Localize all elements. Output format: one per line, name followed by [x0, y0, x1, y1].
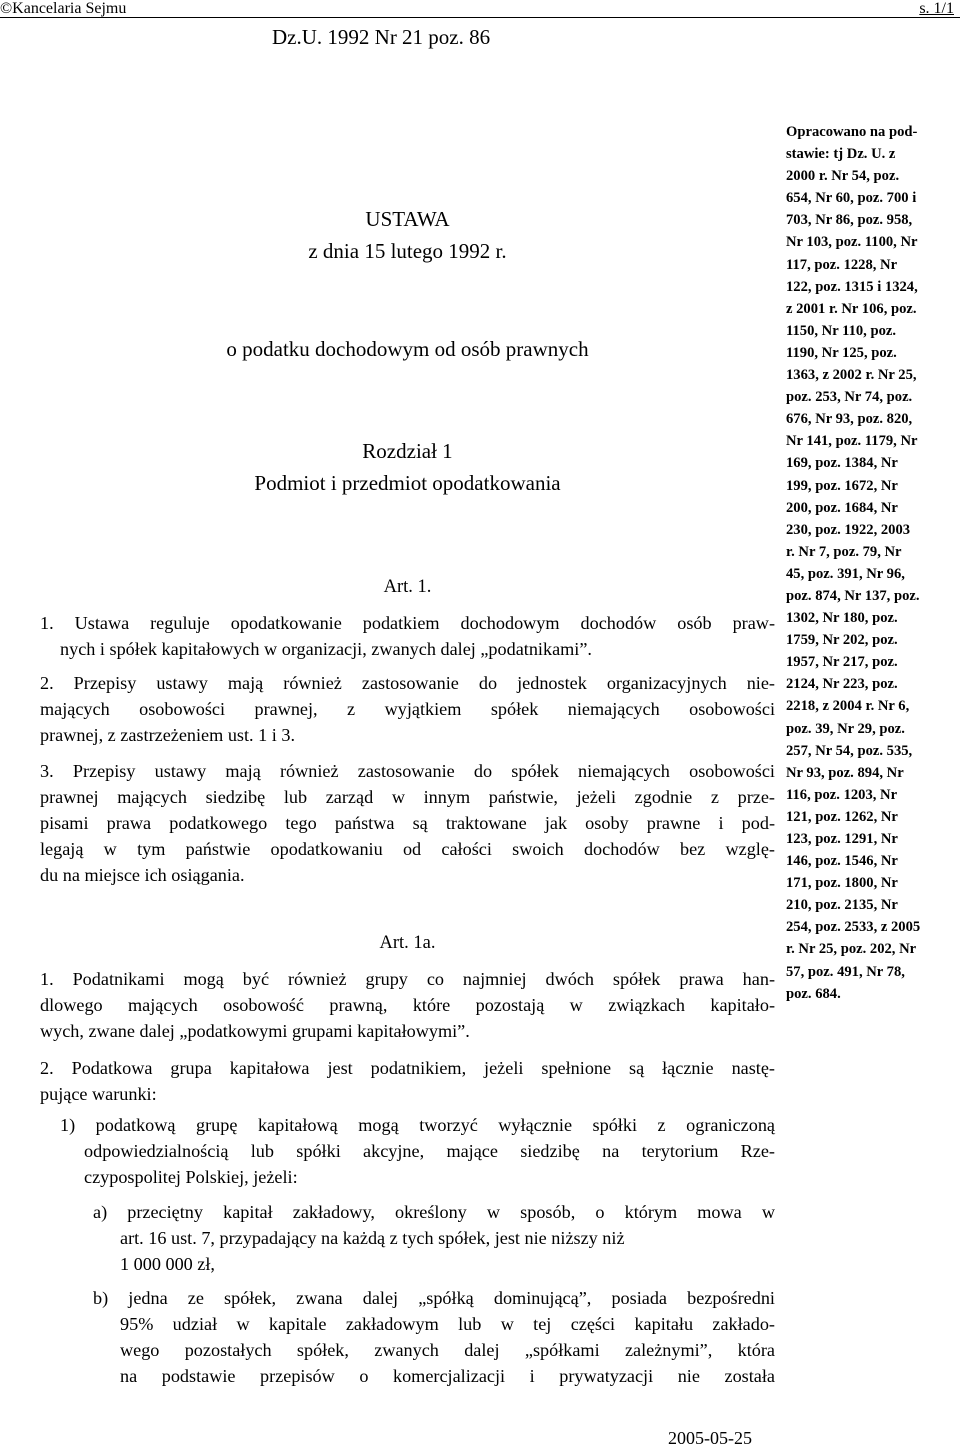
header-page-number: s. 1/1: [919, 0, 954, 17]
sidebar-line: 200, poz. 1684, Nr: [786, 499, 898, 516]
text-line: b) jedna ze spółek, zwana dalej „spółką dominującą”, posiada bezpośredni: [93, 1288, 775, 1308]
sidebar-line: stawie: tj Dz. U. z: [786, 146, 896, 163]
text-line: nych i spółek kapitałowych w organizacji, zwanych dalej „podatnikami”.: [60, 639, 592, 659]
text-line: odpowiedzialnością lub spółki akcyjne, mające siedzibę na terytorium Rze-: [84, 1141, 775, 1161]
text-line: 2. Podatkowa grupa kapitałowa jest podatnikiem, jeżeli spełnione są łącznie nastę-: [40, 1058, 775, 1078]
sidebar-line: 116, poz. 1203, Nr: [786, 786, 898, 803]
sidebar-line: 199, poz. 1672, Nr: [786, 477, 898, 494]
sidebar-line: 1150, Nr 110, poz.: [786, 322, 897, 339]
text-line: pujące warunki:: [40, 1084, 157, 1104]
sidebar-line: 1363, z 2002 r. Nr 25,: [786, 367, 917, 384]
sidebar-line: 1957, Nr 217, poz.: [786, 654, 898, 671]
text-line: pisami prawa podatkowego tego państwa są traktowane jak osoby prawne i pod-: [40, 813, 775, 833]
text-line: a) przeciętny kapitał zakładowy, określony w sposób, o którym mowa w: [93, 1202, 775, 1222]
sidebar-line: 57, poz. 491, Nr 78,: [786, 963, 905, 980]
sidebar-line: 2000 r. Nr 54, poz.: [786, 168, 900, 185]
sidebar-line: poz. 253, Nr 74, poz.: [786, 389, 913, 406]
text-line: 95% udział w kapitale zakładowym lub w tej części kapitału zakłado-: [120, 1314, 775, 1334]
text-line: legają w tym państwie opodatkowaniu od całości swoich dochodów bez wzglę-: [40, 839, 775, 859]
art1a-point-1: [60, 1112, 775, 1190]
art1a-point-1-letter-a: [93, 1199, 775, 1277]
sidebar-line: 123, poz. 1291, Nr: [786, 831, 898, 847]
art1-paragraph-1: [40, 610, 775, 662]
sidebar-line: poz. 684.: [786, 985, 841, 1002]
sidebar-line: r. Nr 25, poz. 202, Nr: [786, 941, 917, 958]
chapter-number: Rozdział 1: [362, 439, 453, 463]
sidebar-line: 45, poz. 391, Nr 96,: [786, 565, 905, 582]
sidebar-line: 171, poz. 1800, Nr: [786, 875, 898, 892]
header-divider: [0, 17, 960, 18]
sidebar-line: 210, poz. 2135, Nr: [786, 897, 898, 914]
sidebar-line: Nr 141, poz. 1179, Nr: [786, 433, 918, 450]
text-line: czypospolitej Polskiej, jeżeli:: [84, 1167, 298, 1187]
text-line: 1. Podatnikami mogą być również grupy co najmniej dwóch spółek prawa han-: [40, 969, 775, 989]
sidebar-line: 121, poz. 1262, Nr: [786, 808, 898, 825]
sidebar-line: poz. 874, Nr 137, poz.: [786, 587, 920, 604]
text-line: 2. Przepisy ustawy mają również zastosowanie do jednostek organizacyjnych nie-: [40, 673, 775, 693]
text-line: art. 16 ust. 7, przypadający na każdą z tych spółek, jest nie niższy niż: [120, 1228, 625, 1248]
sidebar-line: 146, poz. 1546, Nr: [786, 853, 898, 870]
art1-paragraph-3: [40, 758, 775, 888]
act-type: USTAWA: [365, 207, 450, 231]
sidebar-line: Opracowano na pod-: [786, 124, 918, 140]
text-line: na podstawie przepisów o komercjalizacji i prywatyzacji nie została: [120, 1366, 775, 1386]
footer-date: 2005-05-25: [668, 1428, 752, 1448]
sidebar-line: 257, Nr 54, poz. 535,: [786, 742, 913, 759]
sidebar-line: 254, poz. 2533, z 2005: [786, 919, 921, 936]
article-1a-heading: Art. 1a.: [379, 933, 436, 953]
header-copyright: ©Kancelaria Sejmu: [0, 0, 127, 17]
sidebar-line: Nr 103, poz. 1100, Nr: [786, 234, 918, 251]
sidebar-line: 2124, Nr 223, poz.: [786, 676, 898, 693]
act-subject: o podatku dochodowym od osób prawnych: [226, 337, 589, 361]
article-1-heading: Art. 1.: [383, 577, 432, 597]
sidebar-line: 1190, Nr 125, poz.: [786, 344, 897, 361]
text-line: 3. Przepisy ustawy mają również zastosowanie do spółek niemających osobowości: [40, 761, 775, 781]
document-citation: Dz.U. 1992 Nr 21 poz. 86: [272, 25, 491, 49]
sidebar-line: z 2001 r. Nr 106, poz.: [786, 300, 917, 317]
sidebar-line: 2218, z 2004 r. Nr 6,: [786, 698, 910, 715]
text-line: mających osobowości prawnej, z wyjątkiem spółek niemających osobowości: [40, 699, 775, 719]
art1a-point-1-letter-b: [93, 1285, 775, 1389]
sidebar-line: 122, poz. 1315 i 1324,: [786, 278, 918, 295]
act-date: z dnia 15 lutego 1992 r.: [308, 239, 507, 263]
text-line: prawnej mających siedzibę lub zarząd w innym państwie, jeżeli zgodnie z prze-: [40, 787, 775, 807]
art1a-paragraph-1: [40, 966, 775, 1044]
text-line: prawnej, z zastrzeżeniem ust. 1 i 3.: [40, 725, 296, 745]
text-line: du na miejsce ich osiągania.: [40, 865, 245, 885]
sidebar-line: 230, poz. 1922, 2003: [786, 521, 911, 538]
text-line: 1. Ustawa reguluje opodatkowanie podatkiem dochodowym dochodów osób praw-: [40, 613, 775, 633]
text-line: dlowego mających osobowość prawną, które pozostają w związkach kapitało-: [40, 995, 775, 1015]
source-note-sidebar: [786, 121, 958, 1005]
chapter-name: Podmiot i przedmiot opodatkowania: [254, 471, 561, 495]
art1a-paragraph-2: [40, 1055, 775, 1107]
sidebar-line: 1759, Nr 202, poz.: [786, 632, 898, 649]
sidebar-line: 1302, Nr 180, poz.: [786, 610, 898, 627]
sidebar-line: Nr 93, poz. 894, Nr: [786, 764, 904, 781]
sidebar-line: 676, Nr 93, poz. 820,: [786, 411, 913, 428]
art1-paragraph-2: [40, 670, 775, 748]
text-line: 1) podatkową grupę kapitałową mogą tworzyć wyłącznie spółki z ograniczoną: [60, 1115, 775, 1135]
sidebar-line: 654, Nr 60, poz. 700 i: [786, 190, 917, 207]
sidebar-line: 169, poz. 1384, Nr: [786, 455, 898, 472]
sidebar-line: 117, poz. 1228, Nr: [786, 256, 898, 273]
text-line: wych, zwane dalej „podatkowymi grupami kapitałowymi”.: [40, 1021, 470, 1041]
sidebar-line: 703, Nr 86, poz. 958,: [786, 212, 913, 229]
text-line: 1 000 000 zł,: [120, 1254, 215, 1274]
sidebar-line: poz. 39, Nr 29, poz.: [786, 720, 905, 737]
sidebar-line: r. Nr 7, poz. 79, Nr: [786, 543, 902, 560]
text-line: wego pozostałych spółek, zwanych dalej „spółkami zależnymi”, która: [120, 1340, 775, 1360]
